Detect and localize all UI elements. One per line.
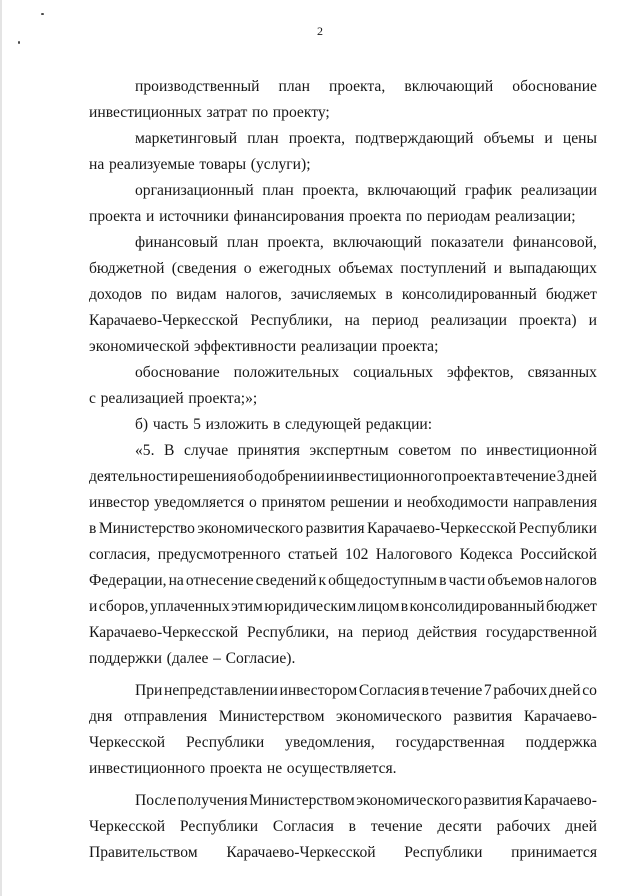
word: Согласие). xyxy=(225,650,296,667)
word: инвестор xyxy=(89,494,150,511)
word: проекта xyxy=(209,760,263,777)
word: инвестиционного xyxy=(325,468,442,485)
word: включающий xyxy=(332,234,422,251)
word: статьей xyxy=(288,546,338,563)
text-line xyxy=(89,594,597,620)
word: Карачаево- xyxy=(523,708,597,725)
word: периодам xyxy=(426,208,491,225)
word: объемов xyxy=(487,572,543,589)
word: Черкесской xyxy=(89,734,166,751)
word: обоснование xyxy=(135,364,220,381)
word: на xyxy=(337,624,354,641)
word: проекта; xyxy=(381,338,439,355)
text-line xyxy=(89,646,597,672)
word: в xyxy=(348,818,357,835)
word: реализации xyxy=(300,338,378,355)
word: изложить xyxy=(205,416,269,433)
word: связанных xyxy=(527,364,597,381)
word: эффективности xyxy=(194,338,297,355)
word: обоснование xyxy=(512,78,597,95)
word: по xyxy=(460,442,477,459)
word: со xyxy=(582,682,597,699)
word: Карачаево-Черкесской xyxy=(226,844,376,861)
word: реализации; xyxy=(495,208,576,225)
word: После xyxy=(135,792,177,809)
word: развития xyxy=(463,792,523,809)
word: проекта xyxy=(442,468,496,485)
word: принимается xyxy=(511,844,597,861)
text-line xyxy=(89,256,597,282)
word: редакции: xyxy=(365,416,433,433)
word: случае xyxy=(183,442,229,459)
word: проекта) xyxy=(519,312,577,329)
word: затрат xyxy=(206,104,248,121)
word: финансовой, xyxy=(512,234,597,251)
word: на xyxy=(168,572,184,589)
word: В xyxy=(164,442,175,459)
word: отнесение xyxy=(185,572,254,589)
scan-speck xyxy=(18,41,20,44)
text-line xyxy=(89,204,597,230)
text-line xyxy=(89,678,597,704)
word: Согласия xyxy=(358,682,420,699)
word: реализации xyxy=(430,312,507,329)
word: уплаченных xyxy=(149,598,230,615)
word: десяти xyxy=(437,818,482,835)
word: налогов, xyxy=(225,286,282,303)
word: инвестиционной xyxy=(486,442,597,459)
word: в xyxy=(400,598,409,615)
word: «5. xyxy=(135,442,155,459)
word: включающий xyxy=(367,182,457,199)
text-line xyxy=(89,516,597,542)
word: зачисляемых xyxy=(290,286,377,303)
word: направления xyxy=(513,494,597,511)
word: уведомления, xyxy=(285,734,375,751)
text-line xyxy=(89,788,597,814)
word: одобрении xyxy=(254,468,325,485)
word: юридическим xyxy=(264,598,357,615)
word: 102 xyxy=(345,546,369,563)
word: дня xyxy=(89,708,113,725)
word: осуществляется. xyxy=(286,760,397,777)
word: ежегодных xyxy=(258,260,332,277)
text-line xyxy=(89,152,597,178)
word: поступлений xyxy=(400,260,487,277)
word: Республики xyxy=(518,520,597,537)
word: реализацией xyxy=(100,390,184,407)
word: инвестиционного xyxy=(89,760,206,777)
word: Черкесской xyxy=(89,818,166,835)
word: на xyxy=(89,156,105,173)
word: государственная xyxy=(395,734,505,751)
word: план xyxy=(262,182,294,199)
word: по xyxy=(151,286,168,303)
word: положительных xyxy=(233,364,340,381)
word: план xyxy=(227,234,259,251)
word: и xyxy=(588,312,597,329)
word: (услуги); xyxy=(250,156,311,173)
word: (сведения xyxy=(171,260,237,277)
word: б) xyxy=(135,416,149,433)
word: Республики, xyxy=(250,312,333,329)
text-line xyxy=(89,704,597,730)
word: реализуемые xyxy=(108,156,195,173)
word: источники xyxy=(159,208,229,225)
word: эффектов, xyxy=(447,364,514,381)
scan-speck xyxy=(41,13,44,15)
word: – xyxy=(213,650,221,667)
word: Согласия xyxy=(272,818,334,835)
text-line xyxy=(89,230,597,256)
word: проекта, xyxy=(267,234,324,251)
word: видам xyxy=(176,286,217,303)
word: экономического xyxy=(197,520,304,537)
word: доходов xyxy=(89,286,142,303)
word: поддержка xyxy=(525,734,597,751)
word: экономического xyxy=(336,708,442,725)
word: сведений xyxy=(255,572,317,589)
word: развития xyxy=(305,520,365,537)
word: план xyxy=(278,78,310,95)
word: Министерством xyxy=(218,708,325,725)
word: экономической xyxy=(89,338,190,355)
text-line xyxy=(89,438,597,464)
word: реализации xyxy=(520,182,597,199)
word: организационный xyxy=(135,182,254,199)
text-line xyxy=(89,620,597,646)
word: развития xyxy=(453,708,513,725)
text-line xyxy=(89,730,597,756)
word: консолидированный xyxy=(409,598,545,615)
word: решении xyxy=(330,494,390,511)
word: непредставлении xyxy=(164,682,278,699)
text-line xyxy=(89,464,597,490)
word: об xyxy=(237,468,254,485)
word: включающий xyxy=(404,78,494,95)
word: проекта, xyxy=(329,78,386,95)
word: к xyxy=(318,572,327,589)
word: инвестором xyxy=(279,682,358,699)
word: поддержки xyxy=(89,650,162,667)
word: сборов, xyxy=(98,598,149,615)
word: принятия xyxy=(237,442,300,459)
word: части xyxy=(448,572,486,589)
word: действия xyxy=(417,624,478,641)
word: подтверждающий xyxy=(355,130,474,147)
word: согласия, xyxy=(89,546,151,563)
word: с xyxy=(89,390,96,407)
word: по xyxy=(406,208,423,225)
word: Налогового xyxy=(375,546,453,563)
word: советом xyxy=(398,442,452,459)
word: 5 xyxy=(193,416,201,433)
word: и xyxy=(544,130,553,147)
word: течение xyxy=(430,682,483,699)
word: Республики xyxy=(186,734,265,751)
word: план xyxy=(247,130,279,147)
word: течение xyxy=(370,818,423,835)
word: дней xyxy=(549,682,581,699)
word: отправления xyxy=(124,708,208,725)
word: Российской xyxy=(520,546,597,563)
word: о xyxy=(249,494,257,511)
word: показатели xyxy=(430,234,504,251)
word: и xyxy=(393,494,403,511)
word: проекта xyxy=(89,208,142,225)
text-line xyxy=(89,568,597,594)
word: Карачаево- xyxy=(523,792,597,809)
text-line xyxy=(89,126,597,152)
word: Республики xyxy=(404,844,483,861)
text-line xyxy=(89,542,597,568)
word: Министерство xyxy=(98,520,195,537)
word: производственный xyxy=(135,78,260,95)
word: уведомляется xyxy=(154,494,245,511)
word: государственной xyxy=(485,624,597,641)
word: и xyxy=(146,208,155,225)
word: проекта xyxy=(349,208,402,225)
text-line xyxy=(89,386,597,412)
word: инвестиционных xyxy=(89,104,202,121)
word: выпадающих xyxy=(509,260,597,277)
page-number: 2 xyxy=(317,24,323,38)
word: Федерации, xyxy=(89,572,167,589)
word: социальных xyxy=(353,364,434,381)
word: в xyxy=(439,572,447,589)
word: решения xyxy=(179,468,237,485)
word: течение xyxy=(504,468,556,485)
text-line xyxy=(89,282,597,308)
word: Республики xyxy=(179,818,259,835)
word: экспертным xyxy=(309,442,389,459)
word: товары xyxy=(199,156,247,173)
scan-edge xyxy=(0,0,2,896)
word: финансирования xyxy=(233,208,345,225)
word: в xyxy=(421,682,429,699)
text-line xyxy=(89,178,597,204)
word: рабочих xyxy=(496,818,551,835)
word: При xyxy=(135,682,163,699)
text-line xyxy=(89,308,597,334)
word: по xyxy=(251,104,269,121)
word: и xyxy=(89,598,98,615)
word: проекта, xyxy=(288,130,345,147)
word: необходимости xyxy=(406,494,509,511)
word: финансовый xyxy=(135,234,218,251)
word: Карачаево-Черкесской xyxy=(89,624,239,641)
text-line xyxy=(89,360,597,386)
word: период xyxy=(371,312,419,329)
word: проекту; xyxy=(272,104,330,121)
word: налогов xyxy=(544,572,597,589)
word: общедоступным xyxy=(328,572,438,589)
text-line xyxy=(89,100,597,126)
word: бюджетной xyxy=(89,260,165,277)
text-line xyxy=(89,490,597,516)
word: дней xyxy=(565,468,597,485)
word: в xyxy=(385,286,393,303)
word: часть xyxy=(152,416,189,433)
word: принятом xyxy=(261,494,326,511)
word: объемы xyxy=(483,130,535,147)
word: дней xyxy=(565,818,597,835)
word: период xyxy=(361,624,409,641)
text-line xyxy=(89,334,597,360)
word: в xyxy=(273,416,281,433)
word: консолидированный xyxy=(401,286,537,303)
word: в xyxy=(89,520,97,537)
word: Кодекса xyxy=(459,546,513,563)
word: маркетинговый xyxy=(135,130,238,147)
word: Правительством xyxy=(89,844,198,861)
word: проекта, xyxy=(302,182,359,199)
word: и xyxy=(493,260,502,277)
word: бюджет xyxy=(545,286,597,303)
word: график xyxy=(464,182,513,199)
word: экономического xyxy=(356,792,463,809)
text-line xyxy=(89,840,597,866)
document-body xyxy=(89,74,597,866)
word: на xyxy=(344,312,360,329)
text-line xyxy=(89,74,597,100)
word: 7 xyxy=(483,682,492,699)
word: (далее xyxy=(166,650,209,667)
word: получения xyxy=(177,792,248,809)
word: не xyxy=(266,760,283,777)
word: лицом xyxy=(357,598,400,615)
word: этим xyxy=(231,598,263,615)
word: бюджет xyxy=(545,598,597,615)
text-line xyxy=(89,756,597,782)
word: в xyxy=(495,468,504,485)
word: предусмотренного xyxy=(157,546,281,563)
word: следующей xyxy=(285,416,362,433)
word: цены xyxy=(562,130,597,147)
word: объемах xyxy=(338,260,394,277)
word: рабочих xyxy=(493,682,548,699)
word: 3 xyxy=(556,468,565,485)
word: проекта;»; xyxy=(188,390,258,407)
word: Министерством xyxy=(249,792,355,809)
text-line xyxy=(89,814,597,840)
word: Карачаево-Черкесской xyxy=(367,520,517,537)
text-line xyxy=(89,412,597,438)
word: о xyxy=(243,260,252,277)
word: деятельности xyxy=(89,468,179,485)
word: Республики, xyxy=(246,624,330,641)
word: Карачаево-Черкесской xyxy=(89,312,239,329)
